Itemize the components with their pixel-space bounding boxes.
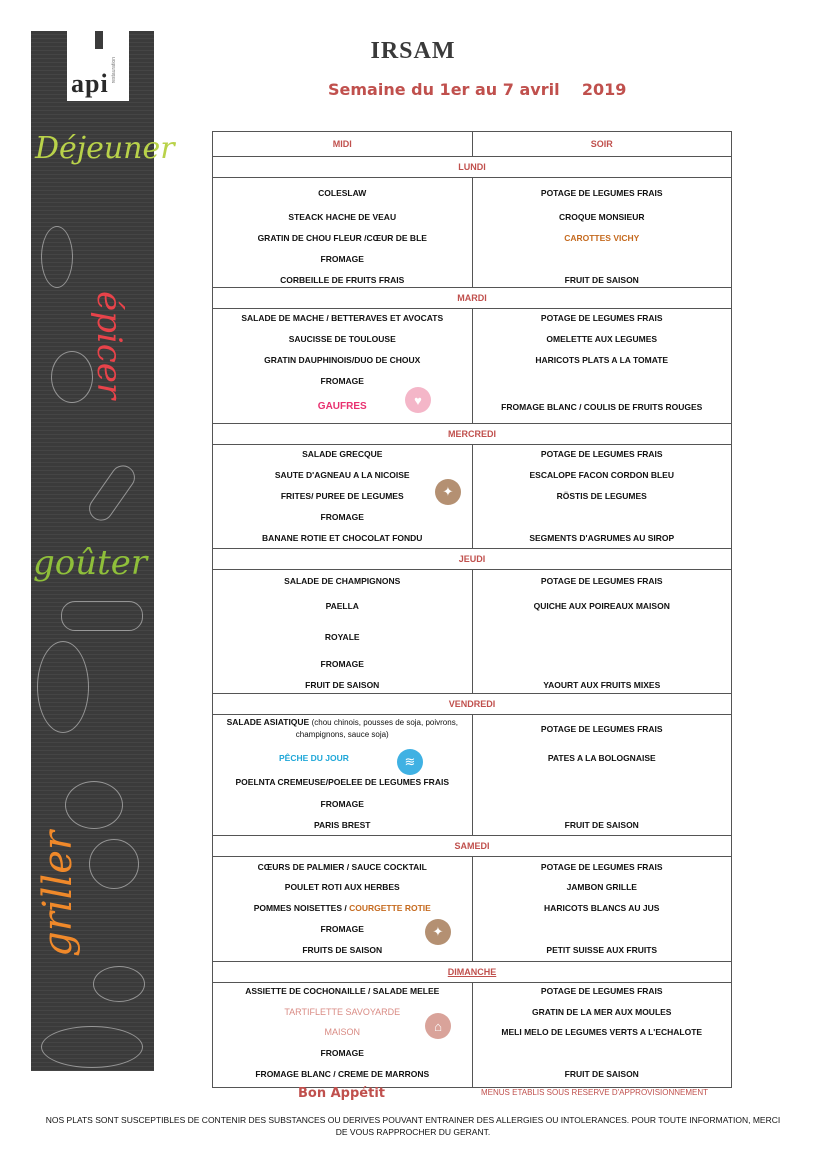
dish: FROMAGE [320, 254, 364, 264]
day-name: VENDREDI [213, 694, 731, 715]
dish: MELI MELO DE LEGUMES VERTS A L'ECHALOTE [501, 1027, 703, 1037]
dish: FRITES/ PUREE DE LEGUMES [280, 491, 404, 501]
logo-subtext: restauration [111, 57, 117, 84]
midi-cell [213, 445, 473, 548]
dish: SAUTE D'AGNEAU A LA NICOISE [274, 470, 410, 480]
dish: FRUIT DE SAISON [564, 1069, 639, 1079]
dish: YAOURT AUX FRUITS MIXES [543, 680, 661, 690]
heart-icon: ♥ [405, 387, 431, 413]
sketch-carrot [84, 461, 139, 526]
day-name: LUNDI [213, 157, 731, 178]
dish: FROMAGE [320, 659, 364, 669]
day-vendredi [213, 694, 731, 836]
dish-detail: (chou chinois, pousses de soja, poivrons, [311, 718, 458, 727]
dish: GRATIN DE LA MER AUX MOULES [532, 1007, 672, 1017]
dish: FROMAGE [320, 376, 364, 386]
house-made-icon: ⌂ [425, 1013, 451, 1039]
dish: POTAGE DE LEGUMES FRAIS [540, 576, 663, 586]
day-name: MARDI [213, 288, 731, 309]
day-dimanche [213, 962, 731, 1087]
dish: CORBEILLE DE FRUITS FRAIS [280, 275, 405, 285]
dish: SAUCISSE DE TOULOUSE [288, 334, 396, 344]
day-name: DIMANCHE [213, 962, 731, 983]
column-headers [213, 132, 731, 157]
fish-icon: ≋ [397, 749, 423, 775]
dish-name: SALADE ASIATIQUE [226, 717, 310, 727]
dish: POTAGE DE LEGUMES FRAIS [540, 449, 663, 459]
column-soir: SOIR [590, 139, 613, 149]
day-samedi [213, 836, 731, 962]
dish: ESCALOPE FACON CORDON BLEU [529, 470, 674, 480]
day-mardi [213, 288, 731, 424]
dish: CAROTTES VICHY [564, 233, 640, 243]
day-mercredi [213, 424, 731, 549]
soir-cell [473, 178, 732, 287]
dish: SALADE DE CHAMPIGNONS [284, 576, 401, 586]
soir-cell [473, 309, 732, 423]
dish: POTAGE DE LEGUMES FRAIS [540, 313, 663, 323]
dish: FRUITS DE SAISON [302, 945, 383, 955]
banner-word-epicer: épicer [89, 291, 129, 400]
dish-part: POMMES NOISETTES / [253, 903, 350, 913]
dish: QUICHE AUX POIREAUX MAISON [533, 601, 670, 611]
day-jeudi [213, 549, 731, 694]
sketch-steak [93, 966, 145, 1002]
soir-cell [473, 857, 732, 961]
dish: HARICOTS BLANCS AU JUS [544, 903, 660, 913]
dish: FROMAGE BLANC / CREME DE MARRONS [255, 1069, 430, 1079]
dish: BANANE ROTIE ET CHOCOLAT FONDU [262, 533, 423, 543]
midi-cell [213, 983, 473, 1087]
chef-dish-icon: ✦ [425, 919, 451, 945]
midi-cell [213, 309, 473, 423]
sketch-vegetable [41, 226, 73, 288]
dish: POTAGE DE LEGUMES FRAIS [540, 188, 663, 198]
dish: ROYALE [324, 632, 360, 642]
chef-dish-icon: ✦ [435, 479, 461, 505]
sketch-cucumber [61, 601, 143, 631]
day-name: SAMEDI [213, 836, 731, 857]
dish: POTAGE DE LEGUMES FRAIS [540, 986, 663, 996]
dish: FROMAGE [320, 1048, 364, 1058]
dish: POULET ROTI AUX HERBES [284, 882, 400, 892]
dish: POELNTA CREMEUSE/POELEE DE LEGUMES FRAIS [235, 777, 449, 787]
dish-highlight: TARTIFLETTE SAVOYARDE [284, 1007, 401, 1017]
dish [213, 903, 472, 914]
dish-highlight: MAISON [324, 1027, 360, 1037]
dish: CŒURS DE PALMIER / SAUCE COCKTAIL [257, 862, 427, 872]
sketch-dish [41, 1026, 143, 1068]
midi-cell [213, 570, 473, 693]
dish: SALADE GRECQUE [302, 449, 383, 459]
dish: POTAGE DE LEGUMES FRAIS [540, 724, 663, 734]
midi-cell [213, 857, 473, 961]
dish-highlight: GAUFRES [317, 401, 367, 412]
dish: HARICOTS PLATS A LA TOMATE [535, 355, 669, 365]
logo-text: api [71, 69, 109, 98]
reserve-note: MENUS ETABLIS SOUS RESERVE D'APPROVISIONNEMENT [481, 1088, 709, 1097]
dish: SALADE DE MACHE / BETTERAVES ET AVOCATS [241, 313, 444, 323]
dish: RÖSTIS DE LEGUMES [556, 491, 647, 501]
dish: COLESLAW [318, 188, 367, 198]
dish: GRATIN DAUPHINOIS/DUO DE CHOUX [264, 355, 421, 365]
sketch-pepper [51, 351, 93, 403]
sketch-pan [89, 839, 139, 889]
day-name: JEUDI [213, 549, 731, 570]
day-lundi [213, 157, 731, 288]
dish: PETIT SUISSE AUX FRUITS [546, 945, 658, 955]
dish: ASSIETTE DE COCHONAILLE / SALADE MELEE [245, 986, 440, 996]
sketch-papaya [37, 641, 89, 733]
dish-part-highlight: COURGETTE ROTIE [349, 903, 431, 913]
midi-cell [213, 715, 473, 835]
dish: FROMAGE BLANC / COULIS DE FRUITS ROUGES [501, 402, 703, 412]
midi-cell [213, 178, 473, 287]
banner-word-dejeuner: Déjeuner [35, 131, 175, 166]
dish: PAELLA [325, 601, 359, 611]
dish: FROMAGE [320, 512, 364, 522]
dish: SEGMENTS D'AGRUMES AU SIROP [529, 533, 675, 543]
dish: POTAGE DE LEGUMES FRAIS [540, 862, 663, 872]
banner-word-griller: griller [35, 831, 81, 957]
dish: GRATIN DE CHOU FLEUR /CŒUR DE BLE [257, 233, 427, 243]
dish: JAMBON GRILLE [566, 882, 637, 892]
dish [213, 717, 472, 728]
dish: PATES A LA BOLOGNAISE [547, 753, 656, 763]
sketch-shell [65, 781, 123, 829]
dish: STEACK HACHE DE VEAU [288, 212, 397, 222]
soir-cell [473, 983, 732, 1087]
day-name: MERCREDI [213, 424, 731, 445]
dish: FRUIT DE SAISON [564, 275, 639, 285]
dish: FROMAGE [320, 924, 364, 934]
dish: CROQUE MONSIEUR [559, 212, 645, 222]
dish: FRUIT DE SAISON [305, 680, 380, 690]
side-banner [31, 31, 175, 1071]
banner-word-gouter: goûter [33, 543, 148, 583]
menu-table [212, 131, 732, 1088]
dish: FROMAGE [320, 799, 364, 809]
column-midi: MIDI [213, 132, 473, 156]
week-subtitle: Semaine du 1er au 7 avril 2019 [328, 80, 627, 99]
soir-cell [473, 715, 732, 835]
dish: FRUIT DE SAISON [564, 820, 639, 830]
soir-cell [473, 445, 732, 548]
dish: OMELETTE AUX LEGUMES [546, 334, 658, 344]
soir-cell [473, 570, 732, 693]
bon-appetit: Bon Appétit [298, 1086, 385, 1101]
allergy-disclaimer: NOS PLATS SONT SUSCEPTIBLES DE CONTENIR DES SUBSTANCES OU DERIVES POUVANT ENTRAINER DES ALLERGIES OU INTOLERANCES. POUR TOUTE INFORMATION, MERCI DE VOUS RAPPROCHER DU GERANT. [45, 1115, 781, 1137]
dish-highlight: PÊCHE DU JOUR [279, 753, 349, 763]
page-title: IRSAM [370, 38, 456, 64]
dish-detail: champignons, sauce soja) [295, 730, 389, 739]
dish: PARIS BREST [313, 820, 371, 830]
